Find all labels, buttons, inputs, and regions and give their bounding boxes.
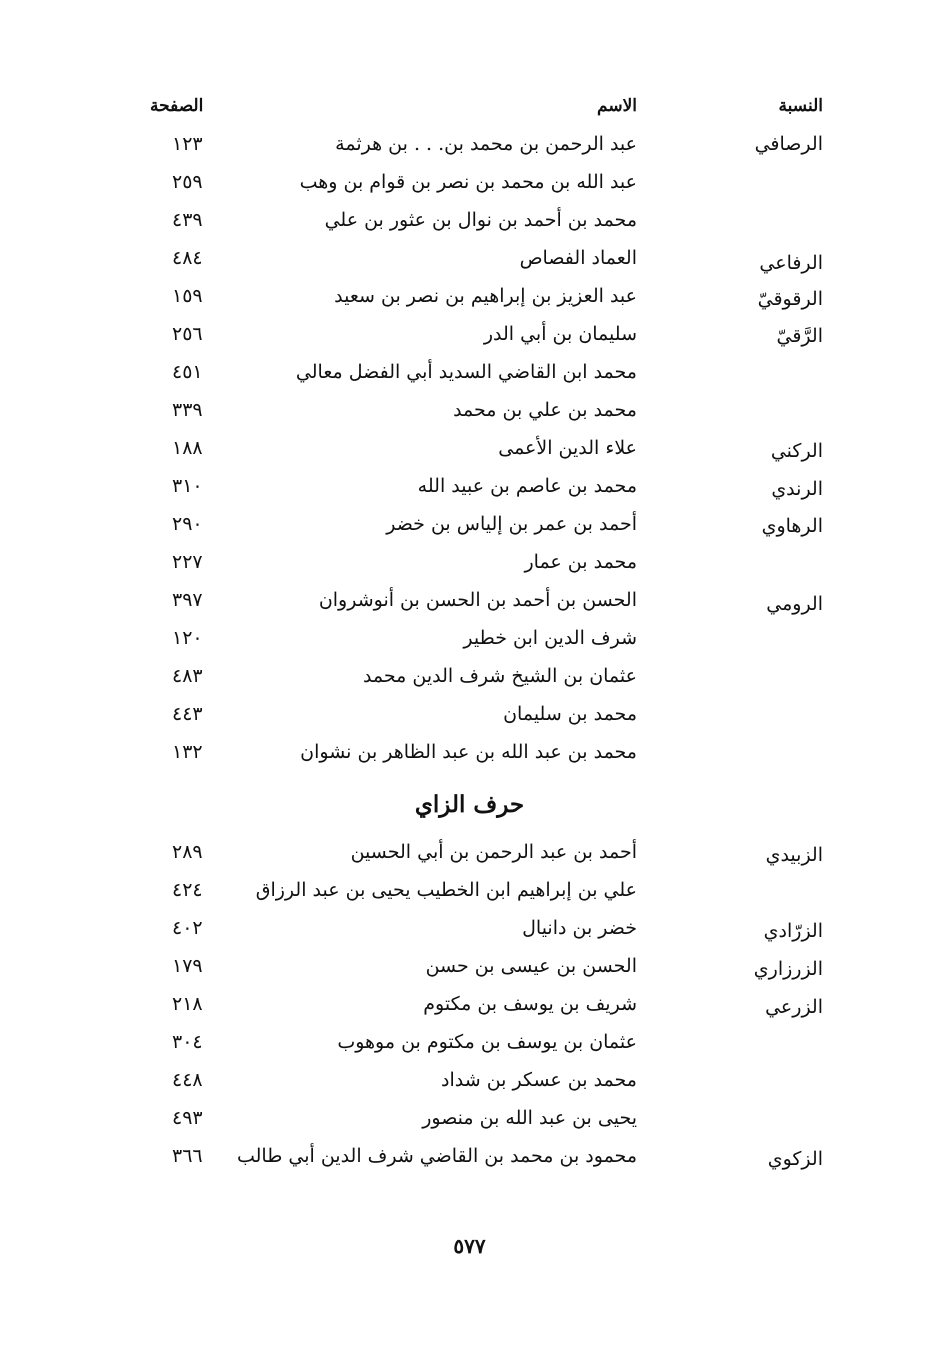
- table-row: [0, 955, 939, 987]
- row-page: ٤٨٣: [172, 665, 203, 687]
- row-name: علاء الدين الأعمى: [498, 437, 637, 459]
- row-name: أحمد بن عمر بن إلياس بن خضر: [386, 513, 637, 535]
- row-page: ٤٤٣: [172, 703, 203, 725]
- header-nisba: النسبة: [778, 96, 823, 116]
- table-row: [0, 399, 939, 431]
- row-page: ١٥٩: [172, 285, 203, 307]
- page-number: ٥٧٧: [453, 1234, 486, 1258]
- table-row: [0, 361, 939, 393]
- row-page: ١٧٩: [172, 955, 203, 977]
- row-name: محمد بن عمار: [524, 551, 637, 573]
- row-page: ٤٢٤: [172, 879, 203, 901]
- row-page: ٢٨٩: [172, 841, 203, 863]
- row-name: الحسن بن عيسى بن حسن: [425, 955, 637, 977]
- row-nisba: الزكوي: [767, 1148, 823, 1170]
- row-name: عبد الرحمن بن محمد بن. . . بن هرثمة: [335, 133, 637, 155]
- table-row: [0, 323, 939, 355]
- table-row: [0, 285, 939, 317]
- table-row: [0, 665, 939, 697]
- table-row: [0, 703, 939, 735]
- row-nisba: الزرعي: [765, 996, 823, 1018]
- row-name: محمود بن محمد بن القاضي شرف الدين أبي طالب: [236, 1145, 637, 1167]
- row-page: ٤٩٣: [172, 1107, 203, 1129]
- row-page: ٤٠٢: [172, 917, 203, 939]
- row-name: شرف الدين ابن خطير: [463, 627, 637, 649]
- row-name: محمد ابن القاضي السديد أبي الفضل معالي: [295, 361, 637, 383]
- row-page: ٣٠٤: [172, 1031, 203, 1053]
- table-row: [0, 993, 939, 1025]
- row-page: ٢١٨: [172, 993, 203, 1015]
- table-row: [0, 133, 939, 165]
- row-name: عثمان بن يوسف بن مكتوم بن موهوب: [337, 1031, 637, 1053]
- table-row: [0, 627, 939, 659]
- row-name: محمد بن عبد الله بن عبد الظاهر بن نشوان: [300, 741, 637, 763]
- row-name: علي بن إبراهيم ابن الخطيب يحيى بن عبد الرزاق: [255, 879, 637, 901]
- table-row: [0, 1031, 939, 1063]
- row-name: الحسن بن أحمد بن الحسن بن أنوشروان: [318, 589, 637, 611]
- row-name: العماد الفصاص: [519, 247, 637, 269]
- row-page: ٣١٠: [172, 475, 203, 497]
- row-name: محمد بن أحمد بن نوال بن عثور بن علي: [324, 209, 637, 231]
- row-nisba: الركني: [770, 440, 823, 462]
- row-page: ١٢٣: [172, 133, 203, 155]
- row-nisba: الزرزاري: [753, 958, 823, 980]
- row-page: ١٣٢: [172, 741, 203, 763]
- row-nisba: الزرّادي: [763, 920, 823, 942]
- row-nisba: الرومي: [766, 593, 823, 615]
- row-name: عبد العزيز بن إبراهيم بن نصر بن سعيد: [334, 285, 637, 307]
- row-name: خضر بن دانيال: [522, 917, 637, 939]
- header-page: الصفحة: [150, 96, 204, 116]
- row-name: سليمان بن أبي الدر: [483, 323, 637, 345]
- row-name: أحمد بن عبد الرحمن بن أبي الحسين: [350, 841, 637, 863]
- table-row: [0, 1069, 939, 1101]
- table-row: [0, 589, 939, 621]
- row-name: يحيى بن عبد الله بن منصور: [422, 1107, 637, 1129]
- row-page: ٤٤٨: [172, 1069, 203, 1091]
- row-nisba: الرقوقيّ: [757, 288, 823, 310]
- row-page: ١٨٨: [172, 437, 203, 459]
- row-page: ٢٥٦: [172, 323, 203, 345]
- row-name: محمد بن عسكر بن شداد: [441, 1069, 637, 1091]
- row-page: ٣٩٧: [172, 589, 203, 611]
- header-name: الاسم: [597, 96, 637, 116]
- row-name: عبد الله بن محمد بن نصر بن قوام بن وهب: [299, 171, 637, 193]
- row-nisba: الرهاوي: [761, 515, 823, 537]
- row-page: ٣٣٩: [172, 399, 203, 421]
- row-nisba: الرفاعي: [759, 252, 823, 274]
- table-row: [0, 171, 939, 203]
- row-name: محمد بن علي بن محمد: [453, 399, 637, 421]
- table-row: [0, 1107, 939, 1139]
- row-nisba: الرَّقيّ: [776, 325, 823, 347]
- row-page: ٤٨٤: [172, 247, 203, 269]
- table-row: [0, 247, 939, 279]
- row-page: ٣٦٦: [172, 1145, 203, 1167]
- row-page: ٤٣٩: [172, 209, 203, 231]
- table-row: [0, 879, 939, 911]
- row-nisba: الرندي: [771, 478, 823, 500]
- row-nisba: الرصافي: [754, 133, 823, 155]
- table-row: [0, 475, 939, 507]
- table-row: [0, 841, 939, 873]
- row-page: ٢٢٧: [172, 551, 203, 573]
- table-row: [0, 917, 939, 949]
- row-name: محمد بن سليمان: [503, 703, 637, 725]
- section-heading: حرف الزاي: [414, 791, 525, 818]
- row-page: ٤٥١: [172, 361, 203, 383]
- table-row: [0, 551, 939, 583]
- table-row: [0, 1145, 939, 1177]
- row-nisba: الزبيدي: [765, 844, 823, 866]
- row-name: شريف بن يوسف بن مكتوم: [423, 993, 637, 1015]
- row-page: ٢٥٩: [172, 171, 203, 193]
- row-name: محمد بن عاصم بن عبيد الله: [417, 475, 637, 497]
- table-row: [0, 437, 939, 469]
- table-row: [0, 209, 939, 241]
- row-name: عثمان بن الشيخ شرف الدين محمد: [362, 665, 637, 687]
- table-row: [0, 741, 939, 773]
- row-page: ٢٩٠: [172, 513, 203, 535]
- table-row: [0, 513, 939, 545]
- row-page: ١٢٠: [172, 627, 203, 649]
